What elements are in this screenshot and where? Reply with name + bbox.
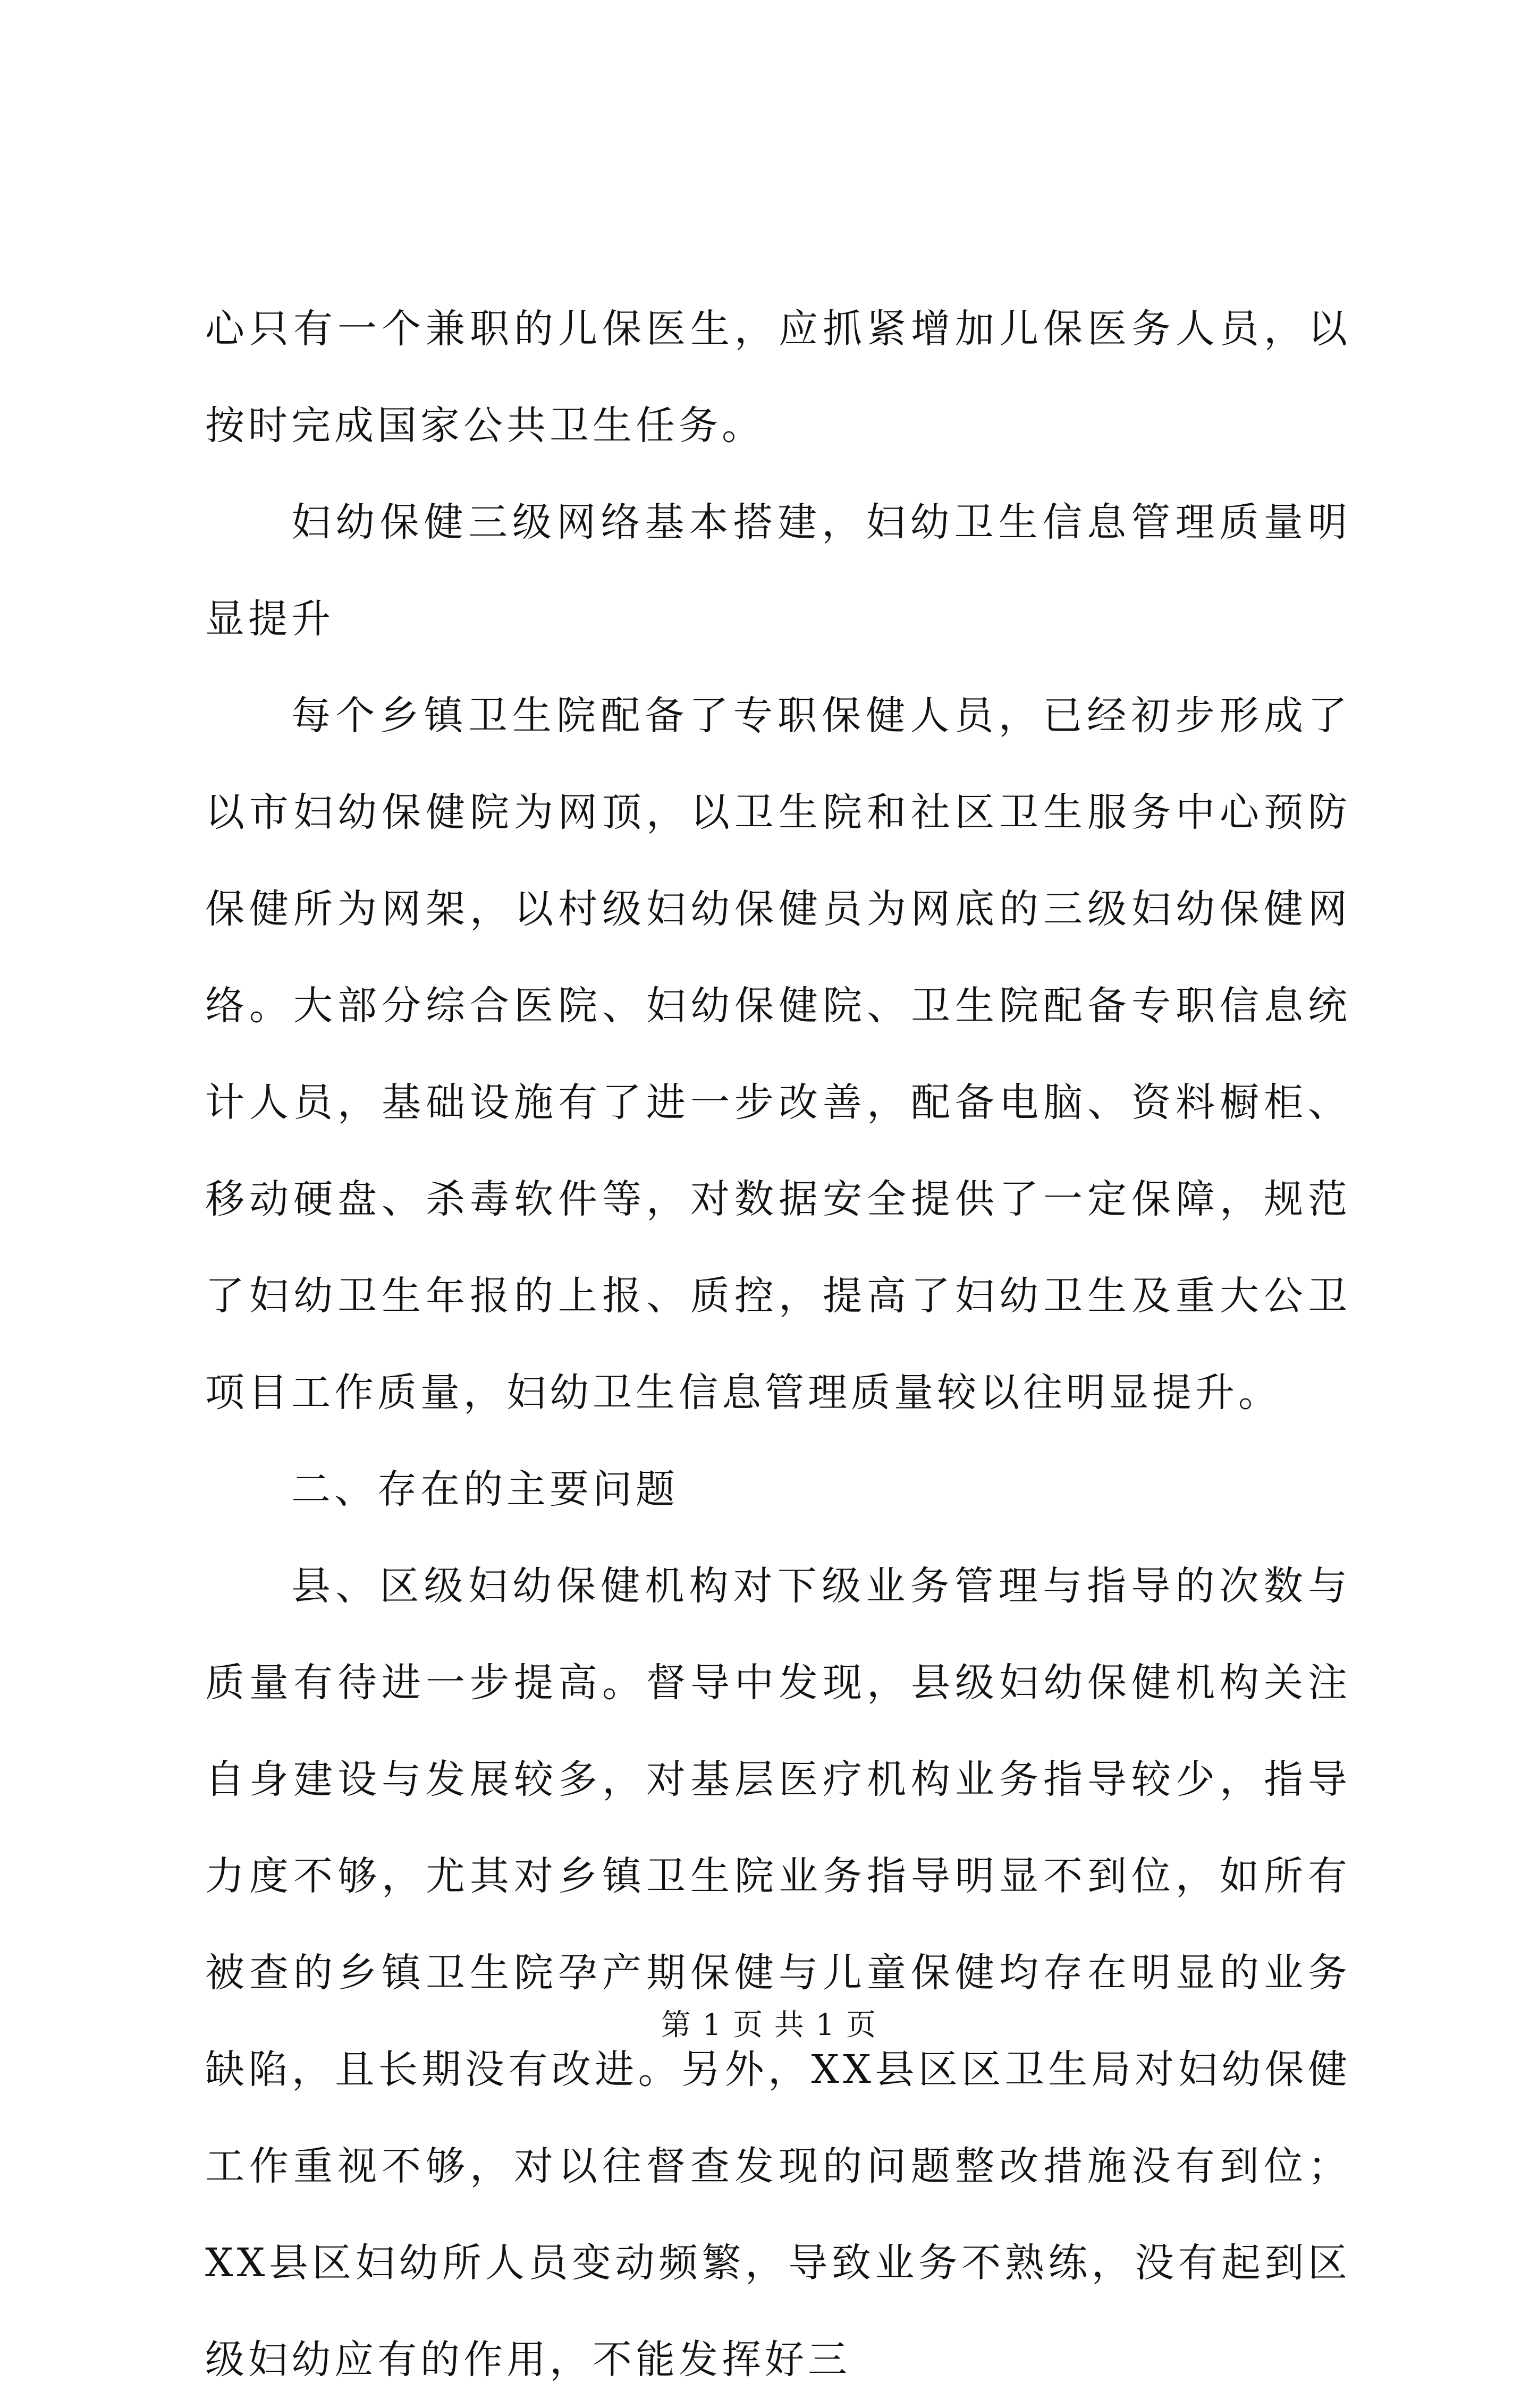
paragraph: 心只有一个兼职的儿保医生，应抓紧增加儿保医务人员，以按时完成国家公共卫生任务。 <box>205 306 1351 448</box>
section-heading: 妇幼保健三级网络基本搭建，妇幼卫生信息管理质量明显提升 <box>205 499 1351 642</box>
paragraph: 每个乡镇卫生院配备了专职保健人员，已经初步形成了以市妇幼保健院为网顶，以卫生院和社区卫生服务中心预防保健所为网架，以村级妇幼保健员为网底的三级妇幼保健网络。大部分综合医院、妇幼保健院、卫生院配备专职信息统计人员，基础设施有了进一步改善，配备电脑、资料橱柜、移动硬盘、杀毒软件等，对数据安全提供了一定保障，规范了妇幼卫生年报的上报、质控，提高了妇幼卫生及重大公卫项目工作质量，妇幼卫生信息管理质量较以往明显提升。 <box>205 693 1351 1415</box>
paragraph: 县、区级妇幼保健机构对下级业务管理与指导的次数与质量有待进一步提高。督导中发现，县级妇幼保健机构关注自身建设与发展较多，对基层医疗机构业务指导较少，指导力度不够，尤其对乡镇卫生院业务指导明显不到位，如所有被查的乡镇卫生院孕产期保健与儿童保健均存在明显的业务缺陷，且长期没有改进。另外，XX县区区卫生局对妇幼保健工作重视不够，对以往督查发现的问题整改措施没有到位；XX县区妇幼所人员变动频繁，导致业务不熟练，没有起到区级妇幼应有的作用，不能发挥好三 <box>205 1563 1351 2382</box>
section-heading: 二、存在的主要问题 <box>291 1466 679 1512</box>
document-body <box>205 281 1351 2408</box>
page-footer: 第 1 页 共 1 页 <box>661 2008 877 2042</box>
